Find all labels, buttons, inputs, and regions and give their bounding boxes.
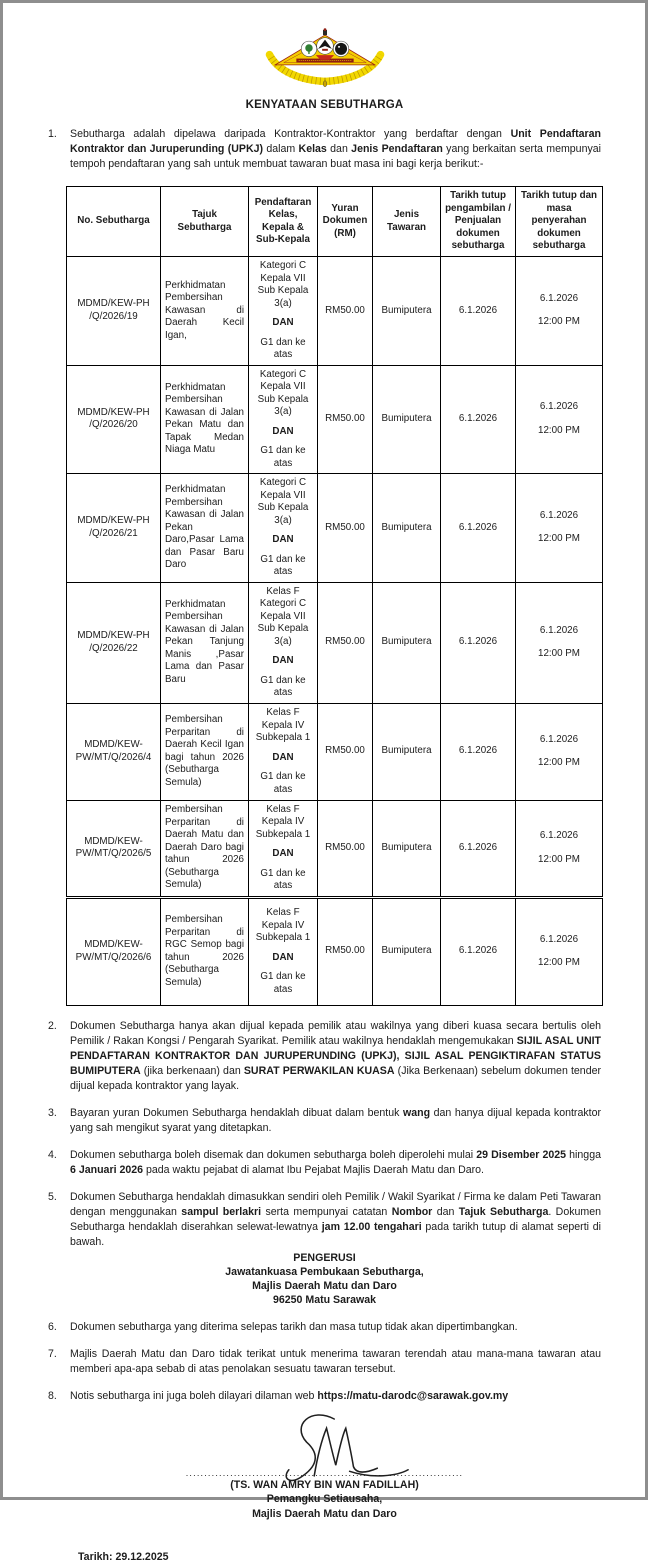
- cell-jenis-tawaran: Bumiputera: [373, 800, 441, 897]
- cell-pendaftaran: Kelas F Kategori C Kepala VII Sub Kepala 3(a) DAN G1 dan ke atas: [249, 582, 318, 703]
- tender-table: [66, 186, 603, 1006]
- address-line: Majlis Daerah Matu dan Daro: [252, 1279, 397, 1292]
- column-header-no-sebutharga: No. Sebutharga: [67, 187, 161, 257]
- item-number: 3.: [48, 1106, 57, 1119]
- cell-jenis-tawaran: Bumiputera: [373, 582, 441, 703]
- note-item-2: [48, 1019, 601, 1094]
- table-row: [67, 582, 603, 703]
- cell-no-sebutharga: MDMD/KEW- PW/MT/Q/2026/6: [67, 897, 161, 1005]
- cell-yuran-dokumen: RM50.00: [318, 800, 373, 897]
- table-row: [67, 897, 603, 1005]
- submission-address-block: [48, 1251, 601, 1307]
- table-row: [67, 365, 603, 474]
- column-header-pendaftaran: Pendaftaran Kelas, Kepala & Sub-Kepala: [249, 187, 318, 257]
- cell-no-sebutharga: MDMD/KEW-PH /Q/2026/21: [67, 474, 161, 583]
- notes-section-b: [48, 1320, 601, 1404]
- cell-tajuk-sebutharga: Perkhidmatan Pembersihan Kawasan di Jalan Pekan Matu dan Tapak Medan Niaga Matu: [161, 365, 249, 474]
- cell-pendaftaran: Kelas F Kepala IV Subkepala 1 DAN G1 dan ke atas: [249, 703, 318, 800]
- item-number: 8.: [48, 1389, 57, 1402]
- table-row: [67, 474, 603, 583]
- cell-tarikh-tutup-penyerahan: 6.1.2026 12:00 PM: [516, 800, 603, 897]
- signatory-name: (TS. WAN AMRY BIN WAN FADILLAH): [230, 1478, 419, 1491]
- cell-no-sebutharga: MDMD/KEW- PW/MT/Q/2026/4: [67, 703, 161, 800]
- cell-tajuk-sebutharga: Pembersihan Perparitan di RGC Semop bagi tahun 2026 (Sebutharga Semula): [161, 897, 249, 1005]
- item-text: Bayaran yuran Dokumen Sebutharga hendaklah dibuat dalam bentuk wang dan hanya dijual kepada kontraktor yang sah mengikut syarat yang ditetapkan.: [70, 1106, 601, 1134]
- cell-pendaftaran: Kategori C Kepala VII Sub Kepala 3(a) DAN G1 dan ke atas: [249, 257, 318, 366]
- item-number: 4.: [48, 1148, 57, 1161]
- signatory-organisation: Majlis Daerah Matu dan Daro: [252, 1507, 397, 1520]
- cell-tajuk-sebutharga: Pembersihan Perparitan di Daerah Matu dan Daerah Daro bagi tahun 2026 (Sebutharga Semula): [161, 800, 249, 897]
- table-header-row: [67, 187, 603, 257]
- cell-no-sebutharga: MDMD/KEW-PH /Q/2026/20: [67, 365, 161, 474]
- note-item-4: [48, 1148, 601, 1178]
- cell-yuran-dokumen: RM50.00: [318, 582, 373, 703]
- cell-tarikh-tutup-penyerahan: 6.1.2026 12:00 PM: [516, 582, 603, 703]
- cell-tarikh-tutup-penyerahan: 6.1.2026 12:00 PM: [516, 703, 603, 800]
- item-number: 7.: [48, 1347, 57, 1360]
- signature-dotted-line: ...........................................................................: [185, 1467, 464, 1478]
- item-text: Dokumen sebutharga boleh disemak dan dokumen sebutharga boleh diperolehi mulai 29 Disember 2025 hingga 6 Januari 2026 pada waktu pejabat di alamat Ibu Pejabat Majlis Daerah Matu dan Daro.: [70, 1148, 601, 1176]
- item-text: Dokumen Sebutharga hanya akan dijual kepada pemilik atau wakilnya yang diberi kuasa secara bertulis oleh Pemilik / Rakan Kongsi / Pengarah Syarikat. Pemilik atau wakilnya hendaklah mengemukakan SIJIL ASAL UNIT PENDAFTARAN KONTRAKTOR DAN JURUPERUNDING (UPKJ), SIJIL ASAL PENGIKTIRAFAN STATUS BUMIPUTERA (jika berkenaan) dan SURAT PERWAKILAN KUASA (Jika Berkenaan) sebelum dokumen tender dijual kepada kontraktor yang layak.: [70, 1019, 602, 1092]
- cell-jenis-tawaran: Bumiputera: [373, 703, 441, 800]
- cell-yuran-dokumen: RM50.00: [318, 474, 373, 583]
- cell-tarikh-tutup-penyerahan: 6.1.2026 12:00 PM: [516, 257, 603, 366]
- cell-tajuk-sebutharga: Pembersihan Perparitan di Daerah Kecil Igan bagi tahun 2026 (Sebutharga Semula): [161, 703, 249, 800]
- cell-jenis-tawaran: Bumiputera: [373, 474, 441, 583]
- intro-paragraph: [48, 127, 601, 172]
- cell-jenis-tawaran: Bumiputera: [373, 257, 441, 366]
- cell-tarikh-tutup-pengambilan: 6.1.2026: [441, 703, 516, 800]
- cell-pendaftaran: Kelas F Kepala IV Subkepala 1 DAN G1 dan ke atas: [249, 800, 318, 897]
- signatory-role: Pemangku Setiausaha,: [266, 1493, 383, 1505]
- cell-tajuk-sebutharga: Perkhidmatan Pembersihan Kawasan di Jalan Pekan Tanjung Manis ,Pasar Lama dan Pasar Baru: [161, 582, 249, 703]
- cell-tajuk-sebutharga: Perkhidmatan Pembersihan Kawasan di Daerah Kecil Igan,: [161, 257, 249, 366]
- cell-tarikh-tutup-pengambilan: 6.1.2026: [441, 582, 516, 703]
- cell-jenis-tawaran: Bumiputera: [373, 897, 441, 1005]
- item-text: Dokumen sebutharga yang diterima selepas tarikh dan masa tutup tidak akan dipertimbangkan.: [70, 1320, 518, 1333]
- note-item-5: [48, 1190, 601, 1250]
- cell-jenis-tawaran: Bumiputera: [373, 365, 441, 474]
- note-item-8: [48, 1389, 601, 1404]
- address-line: Jawatankuasa Pembukaan Sebutharga,: [225, 1265, 424, 1278]
- crest-icon: [262, 27, 388, 89]
- document-date: Tarikh: 29.12.2025: [78, 1551, 169, 1563]
- item-number: 6.: [48, 1320, 57, 1333]
- column-header-tarikh-tutup-penyerahan: Tarikh tutup dan masa penyerahan dokumen sebutharga: [516, 187, 603, 257]
- document-title: KENYATAAN SEBUTHARGA: [245, 99, 404, 111]
- table-row: [67, 257, 603, 366]
- council-crest-logo: [48, 27, 601, 89]
- cell-tarikh-tutup-penyerahan: 6.1.2026 12:00 PM: [516, 365, 603, 474]
- item-number: 2.: [48, 1019, 57, 1032]
- cell-yuran-dokumen: RM50.00: [318, 365, 373, 474]
- cell-pendaftaran: Kategori C Kepala VII Sub Kepala 3(a) DAN G1 dan ke atas: [249, 365, 318, 474]
- signature-block: [48, 1406, 601, 1522]
- item-text: Dokumen Sebutharga hendaklah dimasukkan sendiri oleh Pemilik / Wakil Syarikat / Firma ke dalam Peti Tawaran dengan menggunakan sampul berlakri serta mempunyai catatan Nombor dan Tajuk Sebutharga. Dokumen Sebutharga hendaklah diserahkan selewat-lewatnya jam 12.00 tengahari pada tarikh tutup di alamat seperti di bawah.: [70, 1190, 602, 1248]
- cell-tarikh-tutup-pengambilan: 6.1.2026: [441, 897, 516, 1005]
- cell-tarikh-tutup-pengambilan: 6.1.2026: [441, 257, 516, 366]
- table-row: [67, 800, 603, 897]
- table-row: [67, 703, 603, 800]
- item-text: Majlis Daerah Matu dan Daro tidak terikat untuk menerima tawaran terendah atau mana-mana tawaran atau memberi apa-apa sebab di atas penolakan sesuatu tawaran tersebut.: [70, 1347, 601, 1375]
- cell-pendaftaran: Kelas F Kepala IV Subkepala 1 DAN G1 dan ke atas: [249, 897, 318, 1005]
- address-line: PENGERUSI: [293, 1251, 356, 1264]
- cell-no-sebutharga: MDMD/KEW-PH /Q/2026/19: [67, 257, 161, 366]
- column-header-tajuk: Tajuk Sebutharga: [161, 187, 249, 257]
- note-item-3: [48, 1106, 601, 1136]
- cell-yuran-dokumen: RM50.00: [318, 897, 373, 1005]
- note-item-7: [48, 1347, 601, 1377]
- cell-no-sebutharga: MDMD/KEW- PW/MT/Q/2026/5: [67, 800, 161, 897]
- column-header-tarikh-tutup-pengambilan: Tarikh tutup pengambilan / Penjualan dokumen sebutharga: [441, 187, 516, 257]
- address-line: 96250 Matu Sarawak: [272, 1293, 377, 1306]
- item-number: 1.: [48, 128, 57, 140]
- cell-tajuk-sebutharga: Perkhidmatan Pembersihan Kawasan di Jalan Pekan Daro,Pasar Lama dan Pasar Baru Daro: [161, 474, 249, 583]
- cell-tarikh-tutup-pengambilan: 6.1.2026: [441, 800, 516, 897]
- cell-tarikh-tutup-penyerahan: 6.1.2026 12:00 PM: [516, 474, 603, 583]
- item-number: 5.: [48, 1190, 57, 1203]
- column-header-yuran: Yuran Dokumen (RM): [318, 187, 373, 257]
- cell-yuran-dokumen: RM50.00: [318, 703, 373, 800]
- cell-no-sebutharga: MDMD/KEW-PH /Q/2026/22: [67, 582, 161, 703]
- cell-tarikh-tutup-penyerahan: 6.1.2026 12:00 PM: [516, 897, 603, 1005]
- cell-yuran-dokumen: RM50.00: [318, 257, 373, 366]
- note-item-6: [48, 1320, 601, 1335]
- notes-section-a: [48, 1019, 601, 1250]
- cell-tarikh-tutup-pengambilan: 6.1.2026: [441, 474, 516, 583]
- cell-tarikh-tutup-pengambilan: 6.1.2026: [441, 365, 516, 474]
- item-text: Sebutharga adalah dipelawa daripada Kontraktor-Kontraktor yang berdaftar dengan Unit Pendaftaran Kontraktor dan Juruperunding (UPKJ) dalam Kelas dan Jenis Pendaftaran yang berkaitan serta mempunyai tempoh pendaftaran yang sah untuk membuat tawaran buat masa ini bagi kerja berikut:-: [70, 128, 602, 170]
- cell-pendaftaran: Kategori C Kepala VII Sub Kepala 3(a) DAN G1 dan ke atas: [249, 474, 318, 583]
- column-header-jenis: Jenis Tawaran: [373, 187, 441, 257]
- item-text: Notis sebutharga ini juga boleh dilayari dilaman web https://matu-darodc@sarawak.gov.my: [70, 1389, 509, 1402]
